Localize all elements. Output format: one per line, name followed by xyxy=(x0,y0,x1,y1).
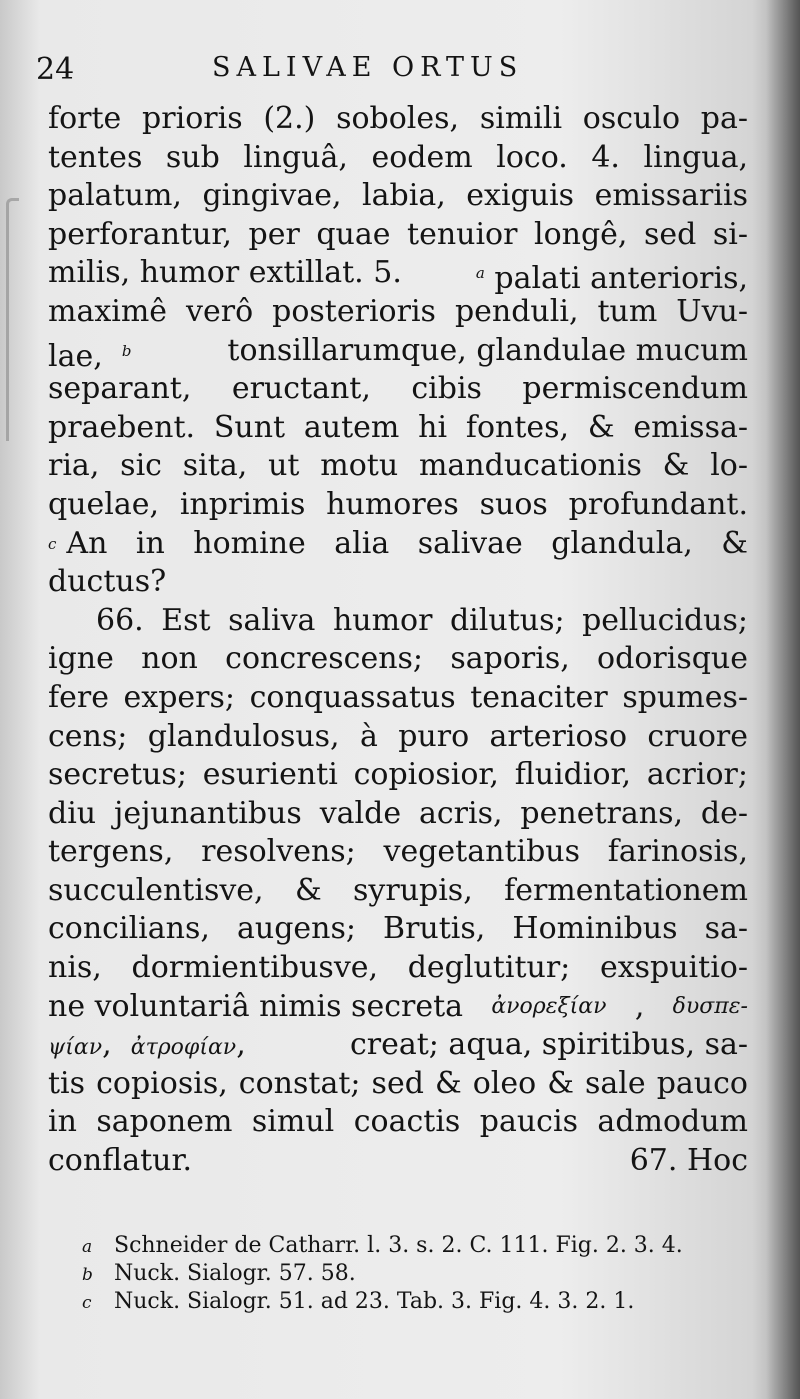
text-line: perforantur, per quae tenuior longê, sed si- xyxy=(48,216,748,252)
footnote-marker: b xyxy=(121,341,132,360)
text-line xyxy=(48,1142,748,1181)
text-line: ductus? xyxy=(48,564,167,600)
text-line xyxy=(48,254,748,297)
text-fragment-group xyxy=(48,332,132,374)
text-line: diu jejunantibus valde acris, penetrans, de- xyxy=(48,795,748,831)
text-fragment: lae, xyxy=(48,338,103,374)
text-line: separant, eructant, cibis permiscendum xyxy=(48,371,748,407)
text-line xyxy=(48,525,748,564)
text-line: cens; glandulosus, à puro arterioso cruore xyxy=(48,718,748,754)
page-number: 24 xyxy=(36,52,75,87)
margin-pencil-mark xyxy=(6,198,19,441)
running-head: SALIVAE ORTUS xyxy=(212,52,524,83)
body-text xyxy=(48,100,748,1181)
footnote xyxy=(82,1260,722,1288)
text-fragment-group xyxy=(475,254,748,297)
footnote-text: Nuck. Sialogr. 57. 58. xyxy=(114,1261,356,1286)
text-line: fere expers; conquassatus tenaciter spumes- xyxy=(48,679,748,715)
text-fragment: An in homine alia salivae glandula, & xyxy=(66,525,748,561)
text-line: secretus; esurienti copiosior, fluidior, acrior; xyxy=(48,757,748,793)
greek-word: δυσπε- xyxy=(672,993,748,1019)
footnote-text: Nuck. Sialogr. 51. ad 23. Tab. 3. Fig. 4. 3. 2. 1. xyxy=(114,1289,635,1314)
footnote xyxy=(82,1288,722,1316)
greek-word: ψίαν xyxy=(48,1035,103,1061)
text-line: forte prioris (2.) soboles, simili osculo pa- xyxy=(48,101,748,136)
footnotes xyxy=(82,1232,722,1316)
footnote-marker: c xyxy=(48,534,57,553)
text-fragment: , xyxy=(634,988,645,1024)
text-line xyxy=(48,988,748,1027)
text-line: tentes sub linguâ, eodem loco. 4. lingua, xyxy=(48,139,748,175)
footnote-mark: c xyxy=(82,1293,92,1313)
text-line: igne non concrescens; saporis, odorisque xyxy=(48,641,748,677)
footnote-marker: a xyxy=(475,264,485,283)
text-line: ria, sic sita, ut motu manducationis & lo- xyxy=(48,448,748,484)
greek-word: ἀνορεξίαν xyxy=(491,993,607,1019)
footnote-mark: b xyxy=(82,1265,93,1285)
text-fragment: ne voluntariâ nimis secreta xyxy=(48,988,464,1024)
text-line: praebent. Sunt autem hi fontes, & emissa- xyxy=(48,409,748,445)
text-line: concilians, augens; Brutis, Hominibus sa- xyxy=(48,911,748,947)
text-fragment: creat; aqua, spiritibus, sa- xyxy=(349,1027,748,1063)
text-fragment: conflatur. xyxy=(48,1143,193,1179)
footnote-mark: a xyxy=(82,1237,93,1257)
page-gutter-shadow xyxy=(766,0,800,1399)
text-fragment-group: ψίαν, ἀτροφίαν, xyxy=(48,1027,246,1063)
greek-word: ἀτροφίαν xyxy=(130,1035,237,1061)
text-fragment: tonsillarumque, glandulae mucum xyxy=(227,332,748,368)
footnote xyxy=(82,1232,722,1260)
catchword: 67. Hoc xyxy=(629,1143,748,1179)
text-line: tergens, resolvens; vegetantibus farinosis, xyxy=(48,834,748,870)
text-line: succulentisve, & syrupis, fermentationem xyxy=(48,872,748,908)
text-line xyxy=(48,1026,748,1065)
text-line: nis, dormientibusve, deglutitur; exspuitio- xyxy=(48,950,748,986)
text-fragment: milis, humor extillat. 5. xyxy=(48,255,402,291)
text-line: palatum, gingivae, labia, exiguis emissariis xyxy=(48,178,748,214)
text-line xyxy=(48,332,748,374)
text-fragment: palati anterioris, xyxy=(494,261,748,297)
footnote-text: Schneider de Catharr. l. 3. s. 2. C. 111. Fig. 2. 3. 4. xyxy=(114,1233,683,1258)
text-line: in saponem simul coactis paucis admodum xyxy=(48,1104,748,1140)
paragraph-start-line: 66. Est saliva humor dilutus; pellucidus; xyxy=(96,602,748,638)
text-line: maximê verô posterioris penduli, tum Uvu- xyxy=(48,293,748,329)
text-line: quelae, inprimis humores suos profundant. xyxy=(48,486,748,522)
text-line: tis copiosis, constat; sed & oleo & sale pauco xyxy=(48,1065,748,1101)
